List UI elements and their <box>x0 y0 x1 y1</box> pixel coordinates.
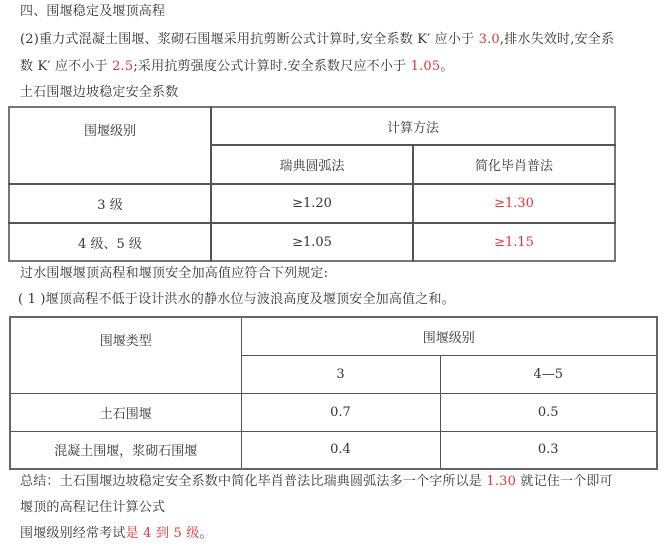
swedish-value: ≥1.20 <box>211 184 413 223</box>
summary-text-c: 围堰级别经常考试 <box>20 526 126 541</box>
table-row <box>9 223 615 261</box>
para1-value-2-5: 2.5 <box>112 59 134 74</box>
header-cofferdam-level: 围堰级别 <box>241 317 657 355</box>
para1-value-1-05: 1.05 <box>410 59 441 74</box>
para1-value-3-0: 3.0 <box>478 32 500 47</box>
table-row <box>10 393 657 431</box>
para1-text-d: ;采用抗剪强度公式计算时.安全系数尺应不小于 <box>133 59 411 74</box>
table-row <box>9 184 615 223</box>
swedish-value: ≥1.05 <box>211 223 413 261</box>
header-level-4-5: 4—5 <box>440 355 657 393</box>
paragraph-overflow-cofferdam: 过水围堰堰顶高程和堰顶安全加高值应符合下列规定: <box>20 266 329 281</box>
summary-highlight: 是 4 到 5 级 <box>125 526 200 541</box>
bishop-value: ≥1.30 <box>413 184 615 223</box>
summary-line-1 <box>20 474 613 490</box>
level-cell: 4 级、5 级 <box>9 223 211 261</box>
type-cell: 土石围堰 <box>10 393 241 431</box>
summary-text-b: 就记住一个即可 <box>516 474 613 489</box>
summary-line-3 <box>20 526 213 542</box>
slope-safety-table <box>8 106 616 262</box>
paragraph-line-2 <box>20 59 454 75</box>
table1-caption: 土石围堰边坡稳定安全系数 <box>20 85 179 100</box>
header-method: 计算方法 <box>211 107 615 145</box>
type-cell: 混凝土围堰，浆砌石围堰 <box>10 431 241 469</box>
para1-text-a: (2)重力式混凝土围堰、浆砌石围堰采用抗剪断公式计算时,安全系数 K′ 应小于 <box>20 32 479 47</box>
header-level: 围堰级别 <box>9 107 211 184</box>
header-level-3: 3 <box>241 355 440 393</box>
value-level-4-5: 0.5 <box>440 393 657 431</box>
paragraph-crest-elevation: ( 1 )堰顶高程不低于设计洪水的静水位与波浪高度及堰顶安全加高值之和。 <box>18 292 455 307</box>
summary-value-1-30: 1.30 <box>486 474 517 489</box>
table-row <box>10 431 657 469</box>
value-level-3: 0.7 <box>241 393 440 431</box>
summary-text-d: 。 <box>199 526 213 541</box>
value-level-3: 0.4 <box>241 431 440 469</box>
bishop-value: ≥1.15 <box>413 223 615 261</box>
paragraph-line-1 <box>20 32 614 48</box>
crest-height-table <box>9 316 658 470</box>
para1-text-e: 。 <box>440 59 454 74</box>
value-level-4-5: 0.3 <box>440 431 657 469</box>
para1-text-b: ,排水失效时,安全系 <box>499 32 615 47</box>
para1-text-c: 数 K′ 应不小于 <box>20 59 113 74</box>
summary-text-a: 总结：土石围堰边坡稳定安全系数中简化毕肖普法比瑞典圆弧法多一个字所以是 <box>20 474 487 489</box>
level-cell: 3 级 <box>9 184 211 223</box>
section-title: 四、围堰稳定及堰顶高程 <box>20 4 166 19</box>
header-swedish-arc: 瑞典圆弧法 <box>211 145 413 184</box>
summary-line-2: 堰顶的高程记住计算公式 <box>20 500 166 515</box>
header-simplified-bishop: 简化毕肖普法 <box>413 145 615 184</box>
header-cofferdam-type: 围堰类型 <box>10 317 241 393</box>
